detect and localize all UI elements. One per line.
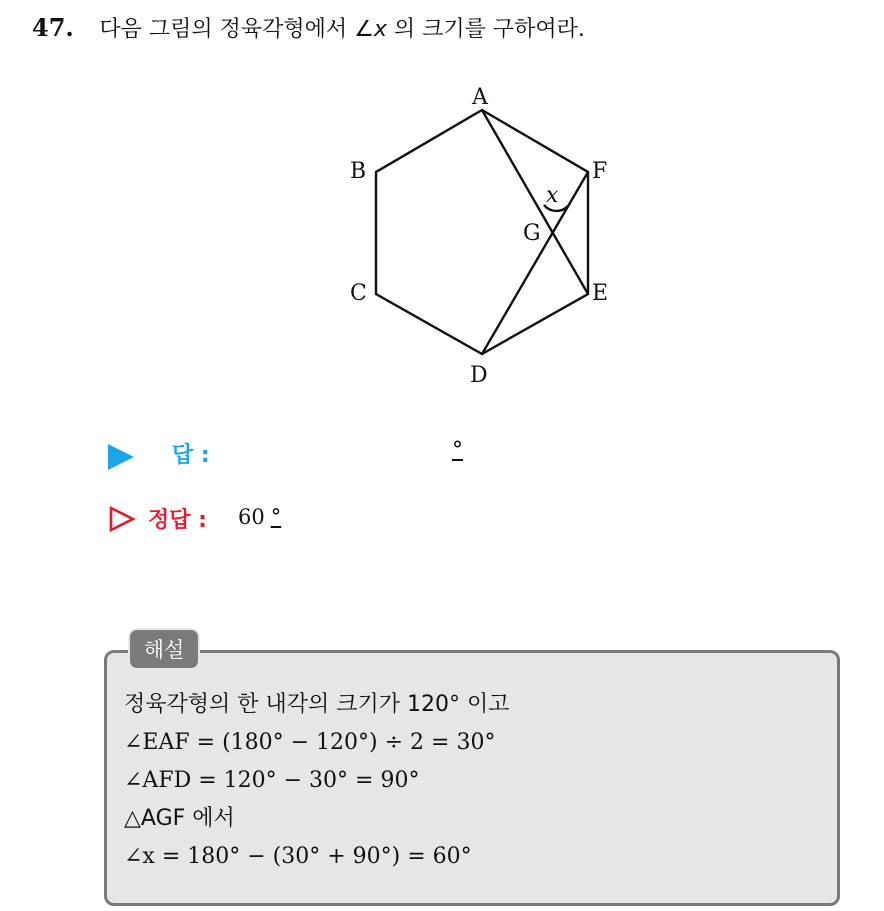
label-e: E <box>592 281 609 306</box>
answer-unit[interactable]: ° <box>452 438 463 463</box>
explanation-line-2: ∠EAF = (180° − 120°) ÷ 2 = 30° <box>124 730 496 755</box>
answer-label: 답 : <box>172 443 210 468</box>
explanation-line-3: ∠AFD = 120° − 30° = 90° <box>124 768 420 793</box>
diagonal-ae <box>482 110 588 294</box>
explanation-tab: 해설 <box>128 628 200 670</box>
correct-value-group <box>238 505 281 529</box>
correct-arrow-icon <box>108 505 136 533</box>
label-c: C <box>350 281 367 306</box>
question-text-after: 의 크기를 구하여라. <box>386 17 585 42</box>
question-variable: x <box>373 17 387 42</box>
explanation-line-5: ∠x = 180° − (30° + 90°) = 60° <box>124 844 472 869</box>
hexagon-outline <box>376 110 588 354</box>
correct-label: 정답 : <box>148 508 207 533</box>
label-x: x <box>546 183 559 208</box>
question-text <box>99 17 585 42</box>
label-g: G <box>523 221 541 246</box>
label-b: B <box>350 159 367 184</box>
explanation-line-1: 정육각형의 한 내각의 크기가 120° 이고 <box>124 692 510 717</box>
question <box>32 12 585 43</box>
label-d: D <box>470 363 488 388</box>
correct-unit: ° <box>270 505 282 529</box>
label-f: F <box>592 159 608 184</box>
explanation-line-4: △AGF 에서 <box>124 806 235 831</box>
hexagon-figure <box>330 78 640 398</box>
explanation-lines <box>124 686 510 876</box>
diagonal-df <box>482 172 588 354</box>
question-text-before: 다음 그림의 정육각형에서 ∠ <box>99 17 374 42</box>
correct-value: 60 <box>238 505 265 529</box>
answer-arrow-icon <box>108 444 134 470</box>
question-number: 47. <box>32 13 74 42</box>
label-a: A <box>472 85 488 110</box>
